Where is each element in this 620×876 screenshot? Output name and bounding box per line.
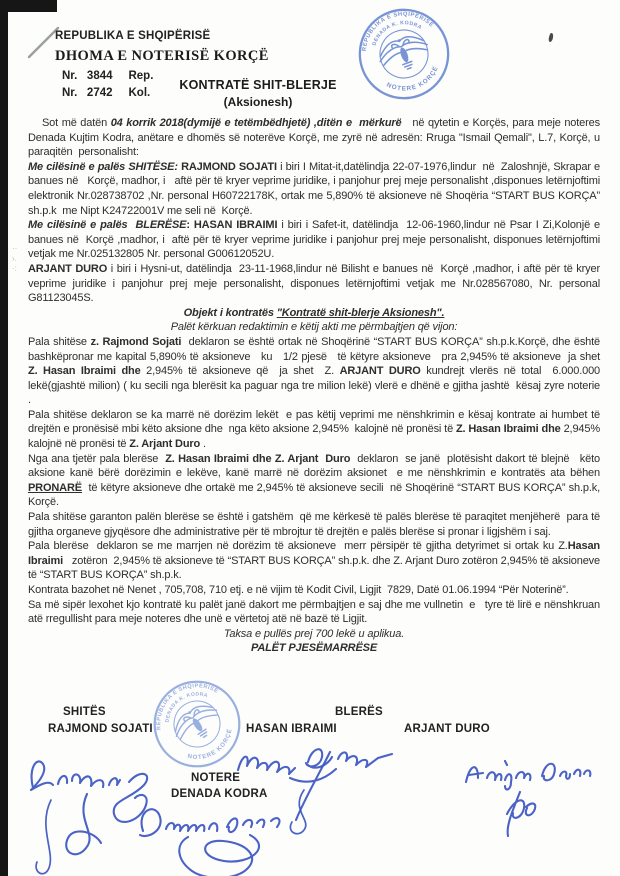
text-run: Pala shitëse deklaron se ka marrë në dorëzim lekët e pas këtij veprimi me nënshkrimin e kësaj kontrate ai humbet të drejtën e pronësisë mbi këto aksione dhe nga këto aksione 2,945% kalojnë në pronësi të bbox=[28, 408, 603, 436]
text-run: të këtyre aksioneve dhe ortakë me 2,945% të aksioneve secili në Shoqërinë “START BUS KORÇA” sh.p.k, Korçë. bbox=[28, 481, 603, 509]
text-run: Palët kërkuan redaktimin e këtij akti me përmbajtjen që vijon: bbox=[170, 321, 458, 334]
stamp-republic-text: REPUBLIKA E SHQIPËRISË bbox=[156, 683, 220, 731]
text-run: Pala shitëse bbox=[28, 335, 91, 348]
text-run: Me cilësinë e palës SHITËSE: bbox=[28, 160, 182, 173]
text-run: Pala shitëse garanton palën blerëse se është i gatshëm që me kërkesë të palës blerëse të paraqitet menjëherë para të gjitha organeve gjyqësore dhe administrative për të mbrojtur të drejtën e palës blerëse si pronar i ligjshëm i saj. bbox=[28, 511, 603, 538]
letterhead-republic: REPUBLIKA E SHQIPËRISË bbox=[55, 30, 211, 42]
text-run: Sa më sipër lexohet kjo kontratë ku palët janë dakort me përmbajtjen e saj dhe me vullnetin e tyre të lirë e nënshkruan atë rregullisht para meje noteres dhe unë e vërtetoj atë në bazë të Ligjit. bbox=[28, 598, 603, 626]
contract-paragraph bbox=[28, 598, 603, 627]
text-run: Nga ana tjetër pala blerëse bbox=[28, 452, 166, 465]
seller-name-label: RAJMOND SOJATI bbox=[48, 723, 153, 735]
seller-role-label: SHITËS bbox=[63, 706, 106, 718]
contract-paragraph bbox=[28, 627, 600, 642]
contract-paragraph bbox=[28, 306, 600, 321]
contract-paragraph bbox=[28, 452, 603, 510]
text-run: Z. Hasan Ibraimi dhe bbox=[28, 365, 141, 378]
registry-rep-number: Nr. 3844 Rep. bbox=[62, 70, 154, 82]
contract-paragraph bbox=[28, 510, 603, 539]
scan-speck bbox=[548, 33, 554, 43]
text-run: RAJMOND SOJATI bbox=[181, 160, 277, 173]
contract-paragraph bbox=[28, 583, 600, 598]
letterhead-chamber: DHOMA E NOTERISË KORÇË bbox=[55, 48, 269, 64]
text-run: Objekt i kontratës bbox=[183, 306, 277, 319]
scan-bleedthrough: ·· ›. ·: bbox=[12, 244, 18, 273]
text-run: ARJANT DURO bbox=[339, 365, 421, 378]
buyer2-signature bbox=[460, 748, 590, 840]
text-run: Z. Hasan Ibraimi dhe Z. Arjant Duro bbox=[165, 452, 351, 465]
stamp-office-text: NOTERE KORÇË bbox=[385, 64, 440, 93]
contract-title: KONTRATË SHIT-BLERJE bbox=[179, 78, 337, 92]
registry-kol-number: Nr. 2742 Kol. bbox=[62, 87, 151, 99]
text-run: Taksa e pullës prej 700 lekë u aplikua. bbox=[223, 627, 405, 640]
text-run: PRONARË bbox=[28, 481, 82, 494]
stamp-notary-name-text: DENADA K. KODRA bbox=[165, 692, 209, 723]
text-run: PALËT PJESËMARRËSE bbox=[250, 642, 378, 655]
stamp-republic-text: REPUBLIKA E SHQIPËRISË bbox=[361, 11, 435, 52]
text-run: z. Rajmond Sojati bbox=[90, 335, 182, 348]
text-run: Sot më datën bbox=[42, 117, 111, 129]
text-run: . bbox=[200, 438, 206, 451]
double-headed-eagle-icon bbox=[375, 31, 433, 77]
notary-name-label: DENADA KODRA bbox=[171, 788, 268, 800]
text-run: ARJANT DURO bbox=[28, 262, 108, 275]
buyer2-name-label: ARJANT DURO bbox=[404, 723, 490, 735]
contract-paragraph bbox=[28, 335, 612, 408]
text-run: 2,945% të aksioneve që ja shet Z. bbox=[140, 365, 340, 378]
notary-role-label: NOTERE bbox=[191, 772, 241, 784]
text-run: HASAN IBRAIMI bbox=[193, 219, 278, 232]
text-run: : bbox=[186, 219, 194, 232]
text-run: Hasan Ibraimi bbox=[28, 540, 603, 567]
text-run: zotëron 2,945% të aksioneve të “START BUS KORÇA” sh.p.k. dhe Z. Arjant Duro zotëron 2,945% të aksioneve të “START BUS KORÇA” sh.p.k. bbox=[28, 554, 603, 582]
text-run: i biri i Safet-it, datëlindja 12-06-1960,lindur në Psar I Zi,Kolonjë e banues në Korçë ,madhor, i aftë për të kryer veprime juridike i panjohur prej meje personalisht, disponues letërnjoftimi vetjak me Nr.025132805 Nr. personal G00612052U. bbox=[28, 219, 603, 261]
text-run: Z. Arjant Duro bbox=[129, 438, 201, 451]
stamp-notary-name-text: DENADA K. KODRA bbox=[371, 20, 423, 47]
stamp-office-text: NOTERE KORÇË bbox=[186, 727, 234, 762]
text-run: i biri I Mitat-it,datëlindja 22-07-1976,lindur në Zaloshnjë, Skrapar e banues në Korçë, madhor, i aftë për të kryer veprime juridike, i panjohur prej meje personalisht ,disponues letërnjoftimi elektronik Nr.028738702 ,Nr. personal H60722178K, ortak me 5,890% të aksioneve në Shoqëria “START BUS KORÇA” sh.p.k me Nipt K24722001V me seli në Korçë. bbox=[28, 160, 603, 217]
buyer1-name-label: HASAN IBRAIMI bbox=[246, 723, 337, 735]
contract-paragraph bbox=[28, 218, 603, 262]
text-run: deklaron se është ortak në Shoqërinë “START BUS KORÇA” sh.p.k.Korçë, dhe është bashkëpronar me kapital 5,890% të aksioneve ku 1/2 pjesë të këtyre aksioneve pra 2,945% të aksioneve ja shet bbox=[28, 335, 612, 363]
contract-paragraph bbox=[28, 408, 606, 452]
contract-paragraph bbox=[28, 320, 600, 335]
buyer-role-label: BLERËS bbox=[335, 706, 383, 718]
text-run: Kontrata bazohet në Nenet , 705,708, 710 etj. e në vijim të Kodit Civil, Ligjit 7829, Datë 01.06.1994 “Për Noterinë”. bbox=[28, 584, 569, 596]
text-run: kundrejt vlerës në total 6.000.000 lekë(gjashtë milion) ( ku secili nga blerësit ka paguar nga tre milion lekë) vlerë e dhënë e gjitha jashtë kësaj zyre noterie . bbox=[28, 365, 606, 407]
scan-corner-artifact bbox=[0, 0, 57, 12]
contract-paragraph bbox=[28, 116, 603, 160]
text-run: "Kontratë shit-blerje Aksionesh". bbox=[276, 306, 445, 319]
text-run: deklaron se janë plotësisht dakort të blejnë këto aksione kanë bërë dorëzimin e lekëve, kanë marrë në dorëzim aksionet e me nënshkrimin e kontratës ata bëhen bbox=[28, 452, 603, 480]
text-run: në qytetin e Korçës, para meje noteres Denada Kujtim Kodra, anëtare e dhomës së noterëve Korçë, me zyrë në adresën: Rruga "Ismail Qemali", L.7, Korçë, u paraqitën personalisht: bbox=[28, 117, 603, 159]
scan-edge-strip bbox=[0, 0, 8, 876]
notary-signature bbox=[128, 795, 313, 876]
contract-paragraph bbox=[28, 539, 603, 583]
contract-paragraph bbox=[28, 262, 603, 306]
contract-paragraph bbox=[28, 160, 603, 218]
text-run: 2,945% kalojnë në pronësi të bbox=[28, 423, 606, 451]
contract-body bbox=[28, 116, 612, 656]
text-run: Z. Hasan Ibraimi dhe bbox=[455, 423, 561, 436]
contract-paragraph bbox=[28, 641, 600, 656]
text-run: Pala blerëse deklaron se me marrjen në dorëzim të aksioneve merr përsipër të gjitha detyrimet si ortak ku Z. bbox=[28, 540, 568, 553]
contract-subtitle: (Aksionesh) bbox=[223, 95, 293, 109]
text-run: 04 korrik 2018(dymijë e tetëmbëdhjetë) ,ditën e mërkurë bbox=[110, 117, 402, 129]
text-run: i biri i Hysni-ut, datëlindja 23-11-1968,lindur në Bilisht e banues në Korçë ,madhor, i aftë për të kryer veprime juridike i panjohur prej meje personalisht, disponues letërnjoftimi vetjak me Nr.028567080, Nr. personal G81123045S. bbox=[28, 262, 603, 305]
text-run: Me cilësinë e palës BLERËSE bbox=[28, 219, 187, 232]
